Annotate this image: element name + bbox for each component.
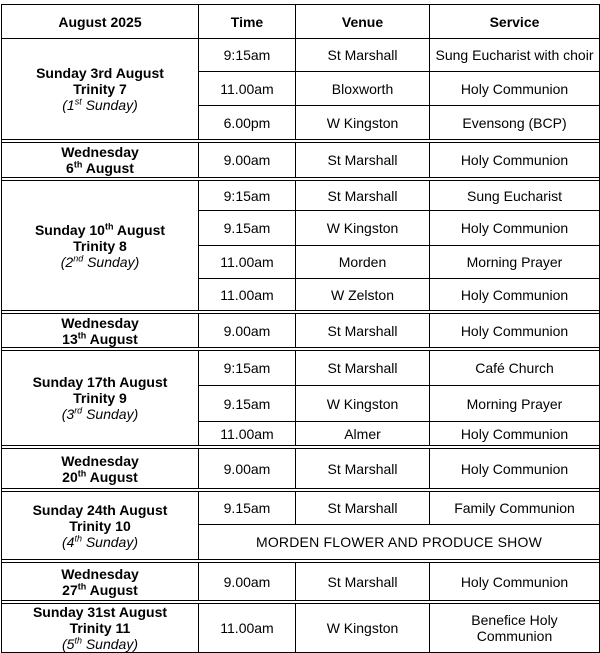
time-cell: 9:15am: [199, 351, 296, 386]
service-schedule-table: [1, 4, 600, 653]
venue-cell: St Marshall: [296, 39, 430, 72]
flower-show-notice: MORDEN FLOWER AND PRODUCE SHOW: [199, 525, 600, 560]
date-cell-sun3: Sunday 3rd August Trinity 7 (1st Sunday): [2, 39, 199, 140]
time-cell: 11.00am: [199, 604, 296, 653]
venue-cell: W Kingston: [296, 211, 430, 246]
header-venue: Venue: [296, 5, 430, 39]
venue-cell: St Marshall: [296, 181, 430, 211]
venue-cell: W Zelston: [296, 279, 430, 311]
date-cell-sun24: Sunday 24th August Trinity 10 (4th Sunday): [2, 492, 199, 560]
service-cell: Morning Prayer: [430, 246, 600, 279]
service-cell: Family Communion: [430, 492, 600, 525]
header-month: August 2025: [2, 5, 199, 39]
time-cell: 9.00am: [199, 449, 296, 489]
time-cell: 6.00pm: [199, 106, 296, 140]
header-time: Time: [199, 5, 296, 39]
table-row: [2, 492, 600, 525]
venue-cell: Morden: [296, 246, 430, 279]
table-row: [2, 314, 600, 348]
table-row: [2, 181, 600, 211]
date-cell-wed20: Wednesday 20th August: [2, 449, 199, 489]
venue-cell: St Marshall: [296, 314, 430, 348]
venue-cell: Bloxworth: [296, 72, 430, 106]
date-cell-wed13: Wednesday 13th August: [2, 314, 199, 348]
time-cell: 9.15am: [199, 492, 296, 525]
service-cell: Holy Communion: [430, 563, 600, 601]
venue-cell: St Marshall: [296, 563, 430, 601]
venue-cell: W Kingston: [296, 106, 430, 140]
service-cell: Sung Eucharist: [430, 181, 600, 211]
service-cell: Holy Communion: [430, 211, 600, 246]
time-cell: 11.00am: [199, 279, 296, 311]
table-row: [2, 143, 600, 178]
date-cell-wed6: Wednesday 6th August: [2, 143, 199, 178]
time-cell: 11.00am: [199, 72, 296, 106]
time-cell: 11.00am: [199, 422, 296, 446]
service-cell: Sung Eucharist with choir: [430, 39, 600, 72]
header-service: Service: [430, 5, 600, 39]
service-cell: Holy Communion: [430, 314, 600, 348]
time-cell: 9.00am: [199, 314, 296, 348]
time-cell: 9.15am: [199, 211, 296, 246]
date-cell-sun17: Sunday 17th August Trinity 9 (3rd Sunday): [2, 351, 199, 446]
table-row: [2, 449, 600, 489]
service-cell: Holy Communion: [430, 422, 600, 446]
service-cell: Benefice Holy Communion: [430, 604, 600, 653]
date-cell-sun31: Sunday 31st August Trinity 11 (5th Sunday): [2, 604, 199, 653]
time-cell: 11.00am: [199, 246, 296, 279]
venue-cell: St Marshall: [296, 143, 430, 178]
venue-cell: St Marshall: [296, 492, 430, 525]
service-cell: Holy Communion: [430, 143, 600, 178]
time-cell: 9:15am: [199, 181, 296, 211]
table-row: [2, 351, 600, 386]
time-cell: 9.00am: [199, 143, 296, 178]
venue-cell: St Marshall: [296, 449, 430, 489]
header-row: [2, 5, 600, 39]
table-row: [2, 39, 600, 72]
time-cell: 9:15am: [199, 39, 296, 72]
service-cell: Holy Communion: [430, 279, 600, 311]
service-cell: Holy Communion: [430, 72, 600, 106]
venue-cell: W Kingston: [296, 604, 430, 653]
service-cell: Café Church: [430, 351, 600, 386]
table-row: [2, 563, 600, 601]
date-cell-sun10: Sunday 10th August Trinity 8 (2nd Sunday): [2, 181, 199, 311]
time-cell: 9.15am: [199, 386, 296, 422]
service-cell: Evensong (BCP): [430, 106, 600, 140]
service-cell: Holy Communion: [430, 449, 600, 489]
venue-cell: St Marshall: [296, 351, 430, 386]
venue-cell: Almer: [296, 422, 430, 446]
table-row: [2, 604, 600, 653]
venue-cell: W Kingston: [296, 386, 430, 422]
date-cell-wed27: Wednesday 27th August: [2, 563, 199, 601]
service-cell: Morning Prayer: [430, 386, 600, 422]
time-cell: 9.00am: [199, 563, 296, 601]
